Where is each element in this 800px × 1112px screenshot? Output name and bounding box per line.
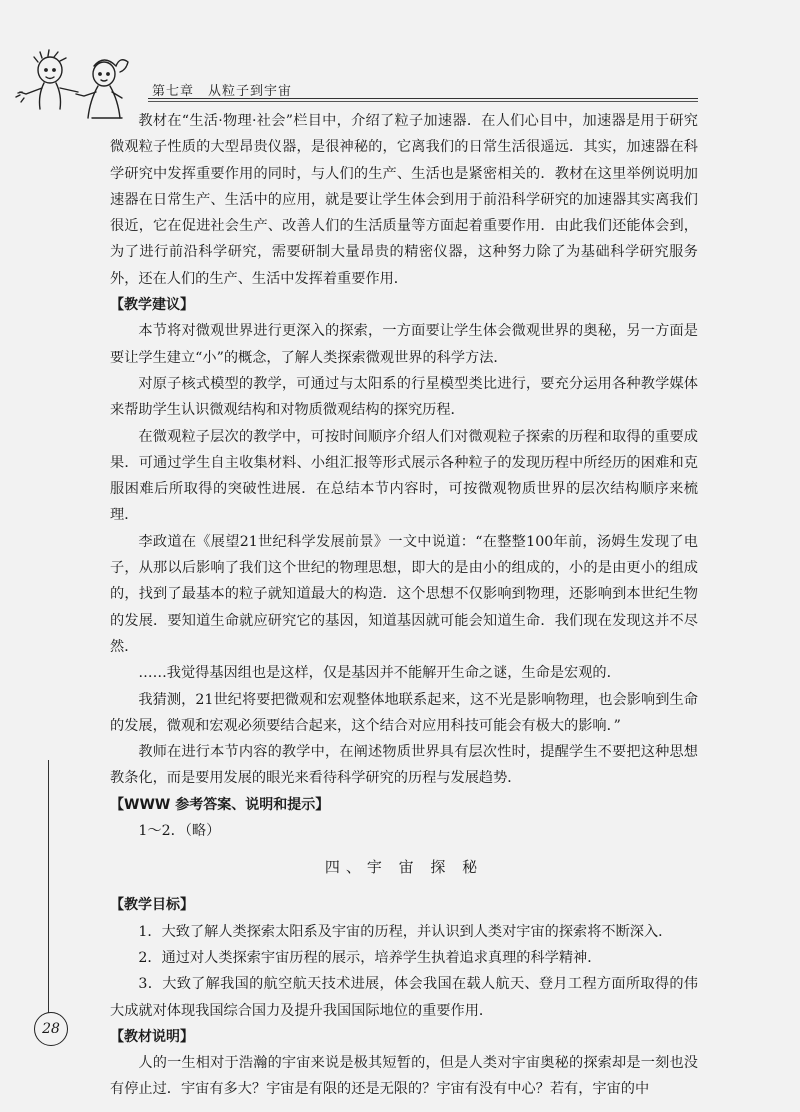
goal-item: 1．大致了解人类探索太阳系及宇宙的历程，并认识到人类对宇宙的探索将不断深入． [138, 923, 673, 940]
section-heading: 【教学建议】 [110, 297, 194, 314]
paragraph: 本节将对微观世界进行更深入的探索，一方面要让学生体会微观世界的奥秘，另一方面是要让学生建立“小”的概念，了解人类探索微观世界的科学方法． [110, 323, 698, 366]
paragraph: 在微观粒子层次的教学中，可按时间顺序介绍人们对微观粒子探索的历程和取得的重要成果．可通过学生自主收集材料、小组汇报等形式展示各种粒子的发现历程中所经历的困难和克服困难后所取得的突破性进展．在总结本节内容时，可按微观物质世界的层次结构顺序来梳理． [110, 428, 698, 524]
section-heading: 【教学目标】 [110, 897, 194, 914]
paragraph: 对原子核式模型的教学，可通过与太阳系的行星模型类比进行，要充分运用各种教学媒体来帮助学生认识微观结构和对物质微观结构的探究历程． [110, 375, 698, 419]
section-heading: 【WWW 参考答案、说明和提示】 [110, 796, 330, 813]
header-rule [148, 98, 698, 99]
paragraph: 教材在“生活·物理·社会”栏目中，介绍了粒子加速器．在人们心目中，加速器是用于研究微观粒子性质的大型昂贵仪器，是很神秘的，它离我们的日常生活很遥远．其实，加速器在科学研究中发挥重要作用的同时，与人们的生产、生活也是紧密相关的．教材在这里举例说明加速器在日常生产、生活中的应用，就是要让学生体会到用于前沿科学研究的加速器其实离我们很近，它在促进社会生产、改善人们的生活质量等方面起着重要作用．由此我们还能体会到，为了进行前沿科学研究，需要研制大量昂贵的精密仪器，这种努力除了为基础科学研究服务外，还在人们的生产、生活中发挥着重要作用． [110, 113, 698, 287]
section-title: 四、宇 宙 探 秘 [324, 858, 484, 877]
paragraph: ……我觉得基因组也是这样，仅是基因并不能解开生命之谜，生命是宏观的． [138, 665, 621, 682]
main-content [110, 108, 698, 1103]
paragraph: 教师在进行本节内容的教学中，在阐述物质世界具有层次性时，提醒学生不要把这种思想教条化，而是要用发展的眼光来看待科学研究的历程与发展趋势． [110, 744, 698, 787]
page-number: 28 [34, 1012, 68, 1046]
section-heading: 【教材说明】 [110, 1028, 194, 1045]
goal-item: 3．大致了解我国的航空航天技术进展，体会我国在载人航天、登月工程方面所取得的伟大成就对体现我国综合国力及提升我国国际地位的重要作用． [110, 976, 698, 1019]
margin-line [48, 760, 49, 1040]
goal-item: 2．通过对人类探索宇宙历程的展示，培养学生执着追求真理的科学精神． [138, 949, 602, 966]
paragraph: 李政道在《展望21世纪科学发展前景》一文中说道：“在整整100年前，汤姆生发现了电子，从那以后影响了我们这个世纪的物理思想，即大的是由小的组成的，小的是由更小的组成的，找到了最基本的粒子就知道最大的构造．这个思想不仅影响到物理，还影响到本世纪生物的发展．要知道生命就应研究它的基因，知道基因就可能会知道生命．我们现在发现这并不尽然． [110, 533, 698, 655]
paragraph: 我猜测，21世纪将要把微观和宏观整体地联系起来，这不光是影响物理，也会影响到生命的发展，微观和宏观必须要结合起来，这个结合对应用科技可能会有极大的影响．” [110, 691, 698, 734]
answer-line: 1～2．（略） [138, 823, 221, 840]
paragraph: 人的一生相对于浩瀚的宇宙来说是极其短暂的，但是人类对宇宙奥秘的探索却是一刻也没有停止过．宇宙有多大？宇宙是有限的还是无限的？宇宙有没有中心？若有，宇宙的中 [110, 1055, 698, 1098]
chapter-title: 第七章 从粒子到宇宙 [152, 84, 293, 99]
header-rule-thin [148, 101, 698, 102]
